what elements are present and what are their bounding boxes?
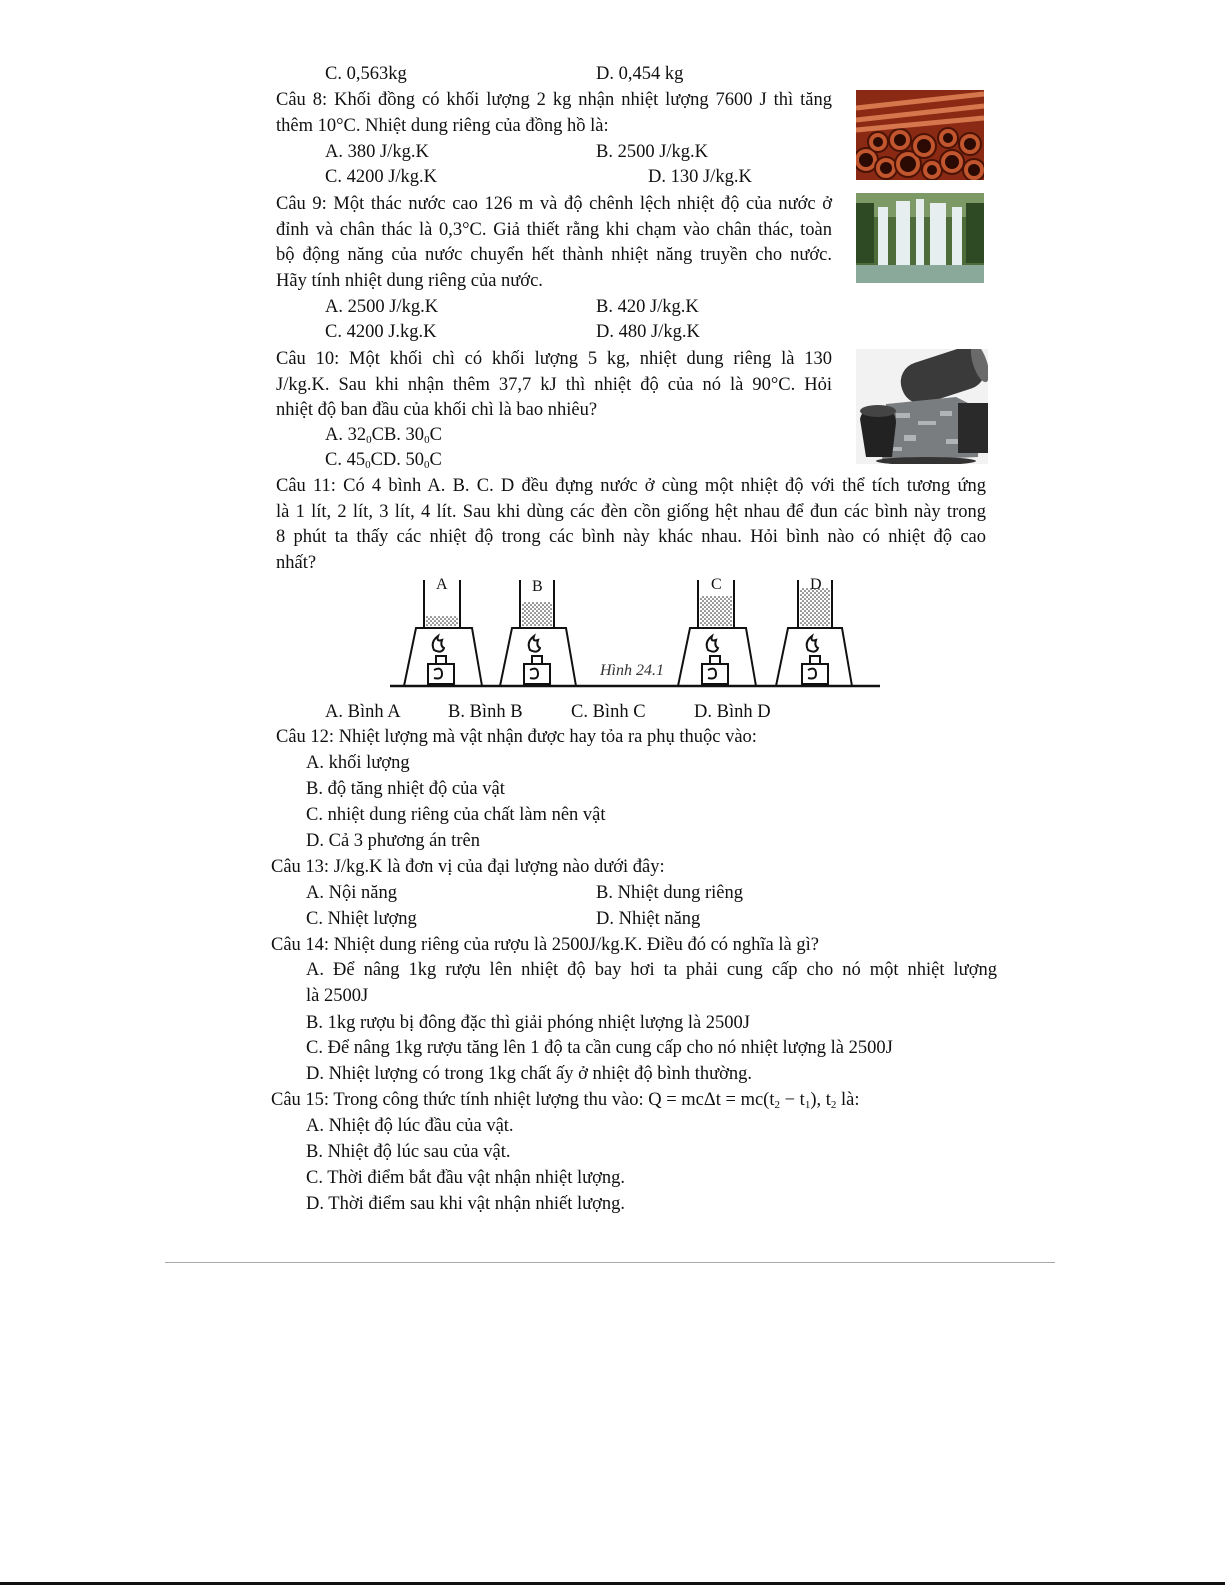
q13-option-d: D. Nhiệt năng	[596, 909, 701, 929]
q15-option-c: C. Thời điểm bắt đầu vật nhận nhiệt lượng.	[306, 1168, 626, 1188]
q15-stem-text: − t	[779, 1090, 805, 1110]
q13-option-c: C. Nhiệt lượng	[306, 909, 417, 929]
q9-stem	[276, 192, 832, 294]
q10-stem	[276, 347, 832, 424]
q9-stem-line: Hãy tính nhiệt dung riêng của nước.	[276, 270, 543, 291]
q11-stem-line: nhất?	[276, 552, 317, 573]
q15-stem-text: ), t	[810, 1090, 831, 1110]
q10-stem-line: nhiệt độ ban đầu của khối chì là bao nhiêu?	[276, 400, 598, 420]
q8-option-a: A. 380 J/kg.K	[325, 142, 429, 162]
q11-option-d: D. Bình D	[694, 702, 771, 722]
q14-option-c: C. Để nâng 1kg rượu tăng lên 1 độ ta cần cung cấp cho nó nhiệt lượng là 2500J	[306, 1038, 893, 1058]
q9-stem-line: đỉnh và chân thác là 0,3°C. Giả thiết rằng khi chạm vào chân thác, toàn	[276, 219, 832, 240]
q13-option-a: A. Nội năng	[306, 883, 397, 903]
subscript-2: 2	[774, 1099, 780, 1111]
q11-option-b: B. Bình B	[448, 702, 523, 722]
q10-stem-line: J/kg.K. Sau khi nhận thêm 37,7 kJ thì nhiệt độ của nó là 90°C. Hỏi	[276, 374, 832, 395]
q10-option-c: C. 45	[325, 450, 366, 470]
q7-option-d: D. 0,454 kg	[596, 64, 684, 84]
degree-sub: 0	[366, 434, 372, 446]
q8-stem-line: thêm 10°C. Nhiệt dung riêng của đồng hồ là:	[276, 115, 609, 136]
q11-stem-line: 8 phút ta thấy các nhiệt độ trong các bình này khác nhau. Hỏi bình nào có nhiệt độ cao	[276, 527, 986, 547]
q14-option-b: B. 1kg rượu bị đông đặc thì giải phóng nhiệt lượng là 2500J	[306, 1013, 751, 1033]
subscript-2: 2	[830, 1099, 837, 1111]
figure-label-a: A	[436, 576, 448, 593]
degree-sub: 0	[424, 434, 430, 446]
q15-stem	[271, 1089, 860, 1116]
q10-options-cd	[325, 449, 442, 476]
q8-option-d: D. 130 J/kg.K	[648, 167, 752, 187]
figure-24-1	[390, 576, 880, 696]
lead-block-image	[856, 349, 988, 464]
page-divider	[165, 1262, 1055, 1263]
q11-option-a: A. Bình A	[325, 702, 401, 722]
q10-option-a: A. 32	[325, 425, 367, 445]
q8-stem	[276, 88, 832, 139]
subscript-1: 1	[804, 1099, 811, 1111]
q8-option-c: C. 4200 J/kg.K	[325, 167, 438, 187]
q9-option-c: C. 4200 J.kg.K	[325, 322, 437, 342]
figure-label-c: C	[711, 576, 722, 593]
q8-stem-line: Câu 8: Khối đồng có khối lượng 2 kg nhận nhiệt lượng 7600 J thì tăng	[276, 90, 832, 110]
q9-stem-line: Câu 9: Một thác nước cao 126 m và độ chênh lệch nhiệt độ của nước ở	[276, 194, 832, 214]
q10-option-b: CB. 30	[371, 425, 425, 445]
q14-option-a-line: là 2500J	[306, 985, 369, 1006]
q12-option-b: B. độ tăng nhiệt độ của vật	[306, 779, 505, 799]
degree-sub: 0	[365, 459, 371, 471]
q7-option-c: C. 0,563kg	[325, 64, 407, 84]
q11-stem-line: Câu 11: Có 4 bình A. B. C. D đều đựng nước ở cùng một nhiệt độ với thể tích tương ứng	[276, 476, 986, 496]
q12-option-a: A. khối lượng	[306, 753, 410, 773]
q12-option-d: D. Cả 3 phương án trên	[306, 831, 480, 851]
waterfall-image	[856, 193, 984, 283]
q13-option-b: B. Nhiệt dung riêng	[596, 883, 743, 903]
unit-c: C	[429, 425, 442, 445]
q9-option-a: A. 2500 J/kg.K	[325, 297, 439, 317]
q10-stem-line: Câu 10: Một khối chì có khối lượng 5 kg, nhiệt dung riêng là 130	[276, 349, 832, 369]
q9-option-b: B. 420 J/kg.K	[596, 297, 699, 317]
q12-stem: Câu 12: Nhiệt lượng mà vật nhận được hay tỏa ra phụ thuộc vào:	[276, 727, 757, 747]
q15-option-d: D. Thời điểm sau khi vật nhận nhiết lượng.	[306, 1194, 626, 1214]
unit-c: C	[429, 450, 442, 470]
q14-option-d: D. Nhiệt lượng có trong 1kg chất ấy ở nhiệt độ bình thường.	[306, 1064, 753, 1084]
figure-label-d: D	[810, 576, 822, 593]
q12-option-c: C. nhiệt dung riêng của chất làm nên vật	[306, 805, 606, 825]
degree-sub: 0	[424, 459, 430, 471]
q14-option-a-line: A. Để nâng 1kg rượu lên nhiệt độ bay hơi ta phải cung cấp cho nó một nhiệt lượng	[306, 960, 997, 980]
q15-option-b: B. Nhiệt độ lúc sau của vật.	[306, 1142, 511, 1162]
q15-option-a: A. Nhiệt độ lúc đầu của vật.	[306, 1116, 514, 1136]
figure-caption: Hình 24.1	[600, 662, 664, 679]
q14-option-a	[306, 958, 997, 1009]
q15-stem-text: Câu 15: Trong công thức tính nhiệt lượng thu vào: Q = mcΔt = mc(t	[271, 1090, 775, 1110]
q11-stem	[276, 474, 986, 576]
q9-option-d: D. 480 J/kg.K	[596, 322, 700, 342]
q9-stem-line: bộ động năng của nước chuyển hết thành nhiệt năng truyền cho nước.	[276, 245, 832, 265]
q15-stem-text: là:	[836, 1090, 860, 1110]
figure-label-b: B	[532, 578, 543, 595]
q13-stem: Câu 13: J/kg.K là đơn vị của đại lượng nào dưới đây:	[271, 857, 665, 877]
q10-option-d: CD. 50	[370, 450, 425, 470]
q11-stem-line: là 1 lít, 2 lít, 3 lít, 4 lít. Sau khi dùng các đèn cồn giống hệt nhau để đun các bình này trong	[276, 501, 986, 522]
q11-option-c: C. Bình C	[571, 702, 646, 722]
copper-pipes-image	[856, 90, 984, 180]
q8-option-b: B. 2500 J/kg.K	[596, 142, 709, 162]
q14-stem: Câu 14: Nhiệt dung riêng của rượu là 2500J/kg.K. Điều đó có nghĩa là gì?	[271, 935, 819, 955]
q10-options-ab	[325, 424, 442, 451]
